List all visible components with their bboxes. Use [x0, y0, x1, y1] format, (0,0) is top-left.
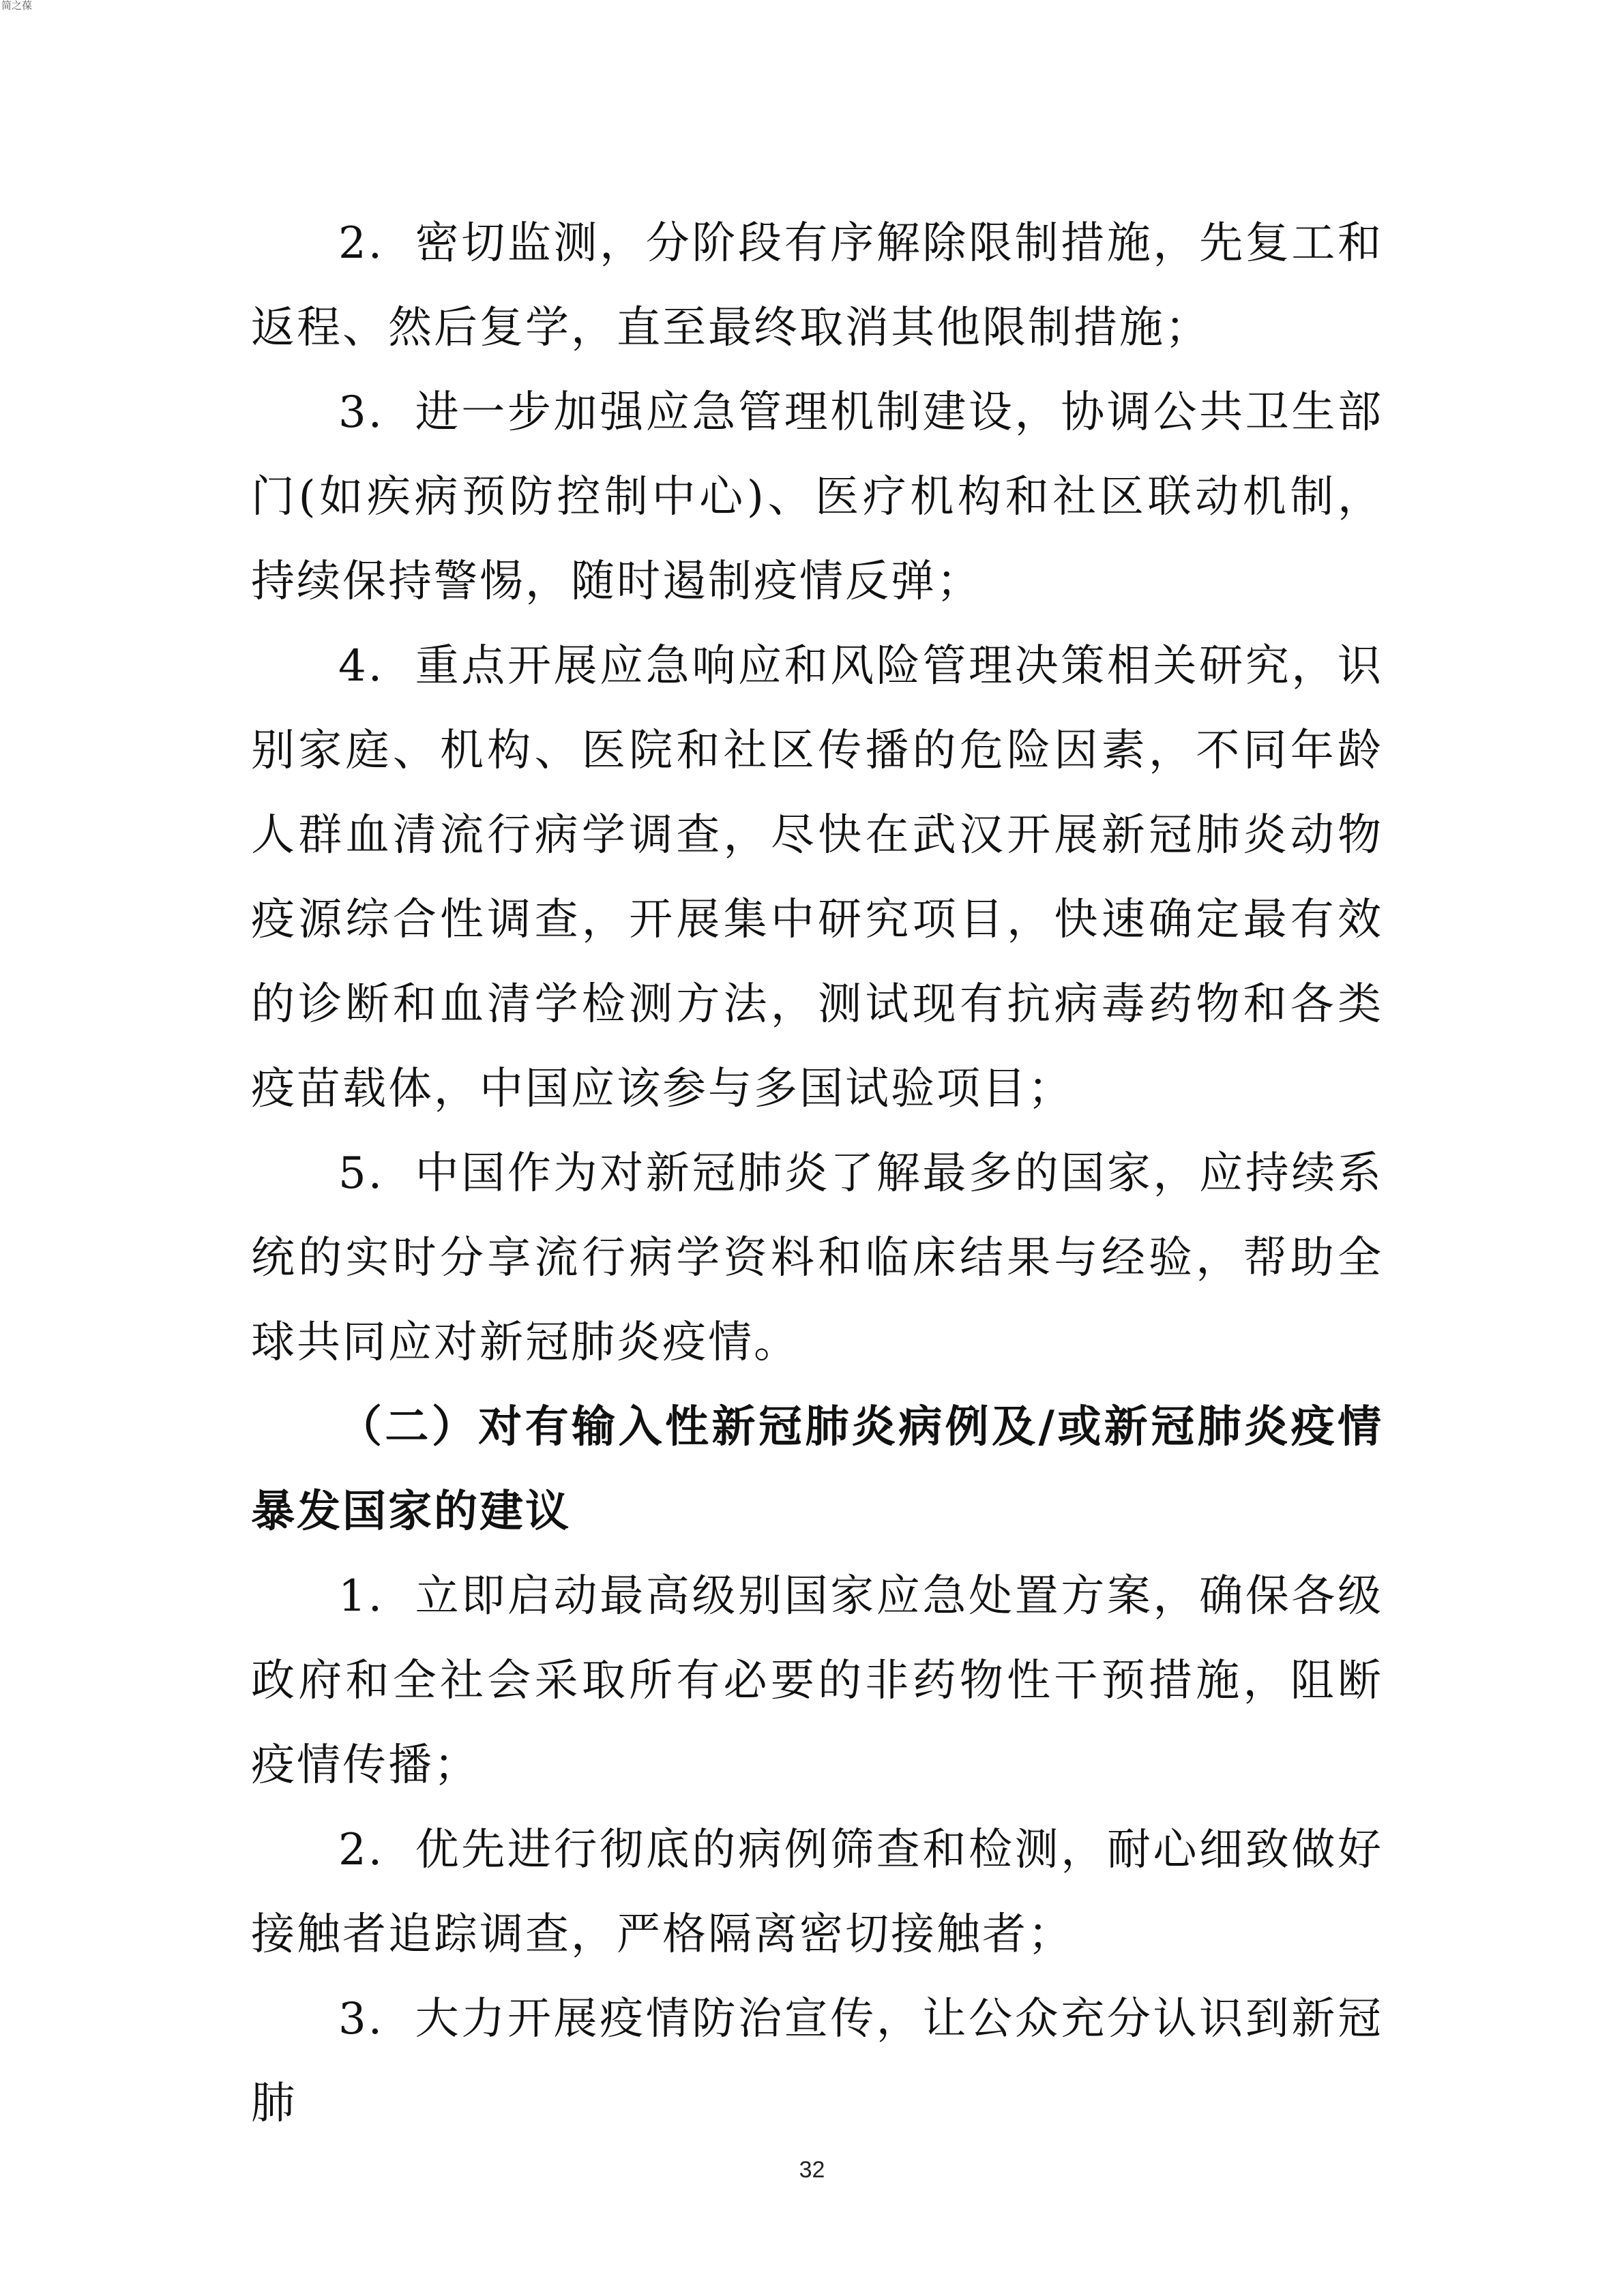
item-text: 大力开展疫情防治宣传，让公众充分认识到新冠肺 [251, 1994, 1383, 2129]
item-number: 4. [338, 641, 385, 691]
page-number: 32 [799, 2157, 825, 2183]
item-number: 3. [338, 1994, 385, 2044]
item-number: 2. [338, 1825, 385, 1875]
item-text: 进一步加强应急管理机制建设，协调公共卫生部门(如疾病预防控制中心)、医疗机构和社区联动机制，持续保持警惕，随时遏制疫情反弹； [251, 387, 1383, 607]
section-heading: （二）对有输入性新冠肺炎病例及/或新冠肺炎疫情暴发国家的建议 [251, 1402, 1383, 1537]
item-number: 5. [338, 1148, 385, 1199]
list-item [251, 1554, 1383, 1808]
list-item [251, 624, 1383, 1131]
corner-mark: 简之葆 [1, 0, 33, 12]
item-number: 1. [338, 1571, 385, 1622]
item-text: 立即启动最高级别国家应急处置方案，确保各级政府和全社会采取所有必要的非药物性干预措施，阻断疫情传播； [251, 1571, 1383, 1791]
list-item [251, 201, 1383, 370]
document-body [251, 201, 1383, 2146]
item-text: 中国作为对新冠肺炎了解最多的国家，应持续系统的实时分享流行病学资料和临床结果与经验，帮助全球共同应对新冠肺炎疫情。 [251, 1148, 1383, 1368]
item-text: 重点开展应急响应和风险管理决策相关研究，识别家庭、机构、医院和社区传播的危险因素，不同年龄人群血清流行病学调查，尽快在武汉开展新冠肺炎动物疫源综合性调查，开展集中研究项目，快速确定最有效的诊断和血清学检测方法，测试现有抗病毒药物和各类疫苗载体，中国应该参与多国试验项目； [251, 641, 1383, 1114]
item-number: 3. [338, 387, 385, 438]
list-item [251, 370, 1383, 624]
item-number: 2. [338, 218, 385, 269]
list-item [251, 1977, 1383, 2146]
list-item [251, 1131, 1383, 1385]
item-text: 密切监测，分阶段有序解除限制措施，先复工和返程、然后复学，直至最终取消其他限制措施； [251, 218, 1383, 353]
item-text: 优先进行彻底的病例筛查和检测，耐心细致做好接触者追踪调查，严格隔离密切接触者； [251, 1825, 1383, 1960]
list-item [251, 1808, 1383, 1977]
